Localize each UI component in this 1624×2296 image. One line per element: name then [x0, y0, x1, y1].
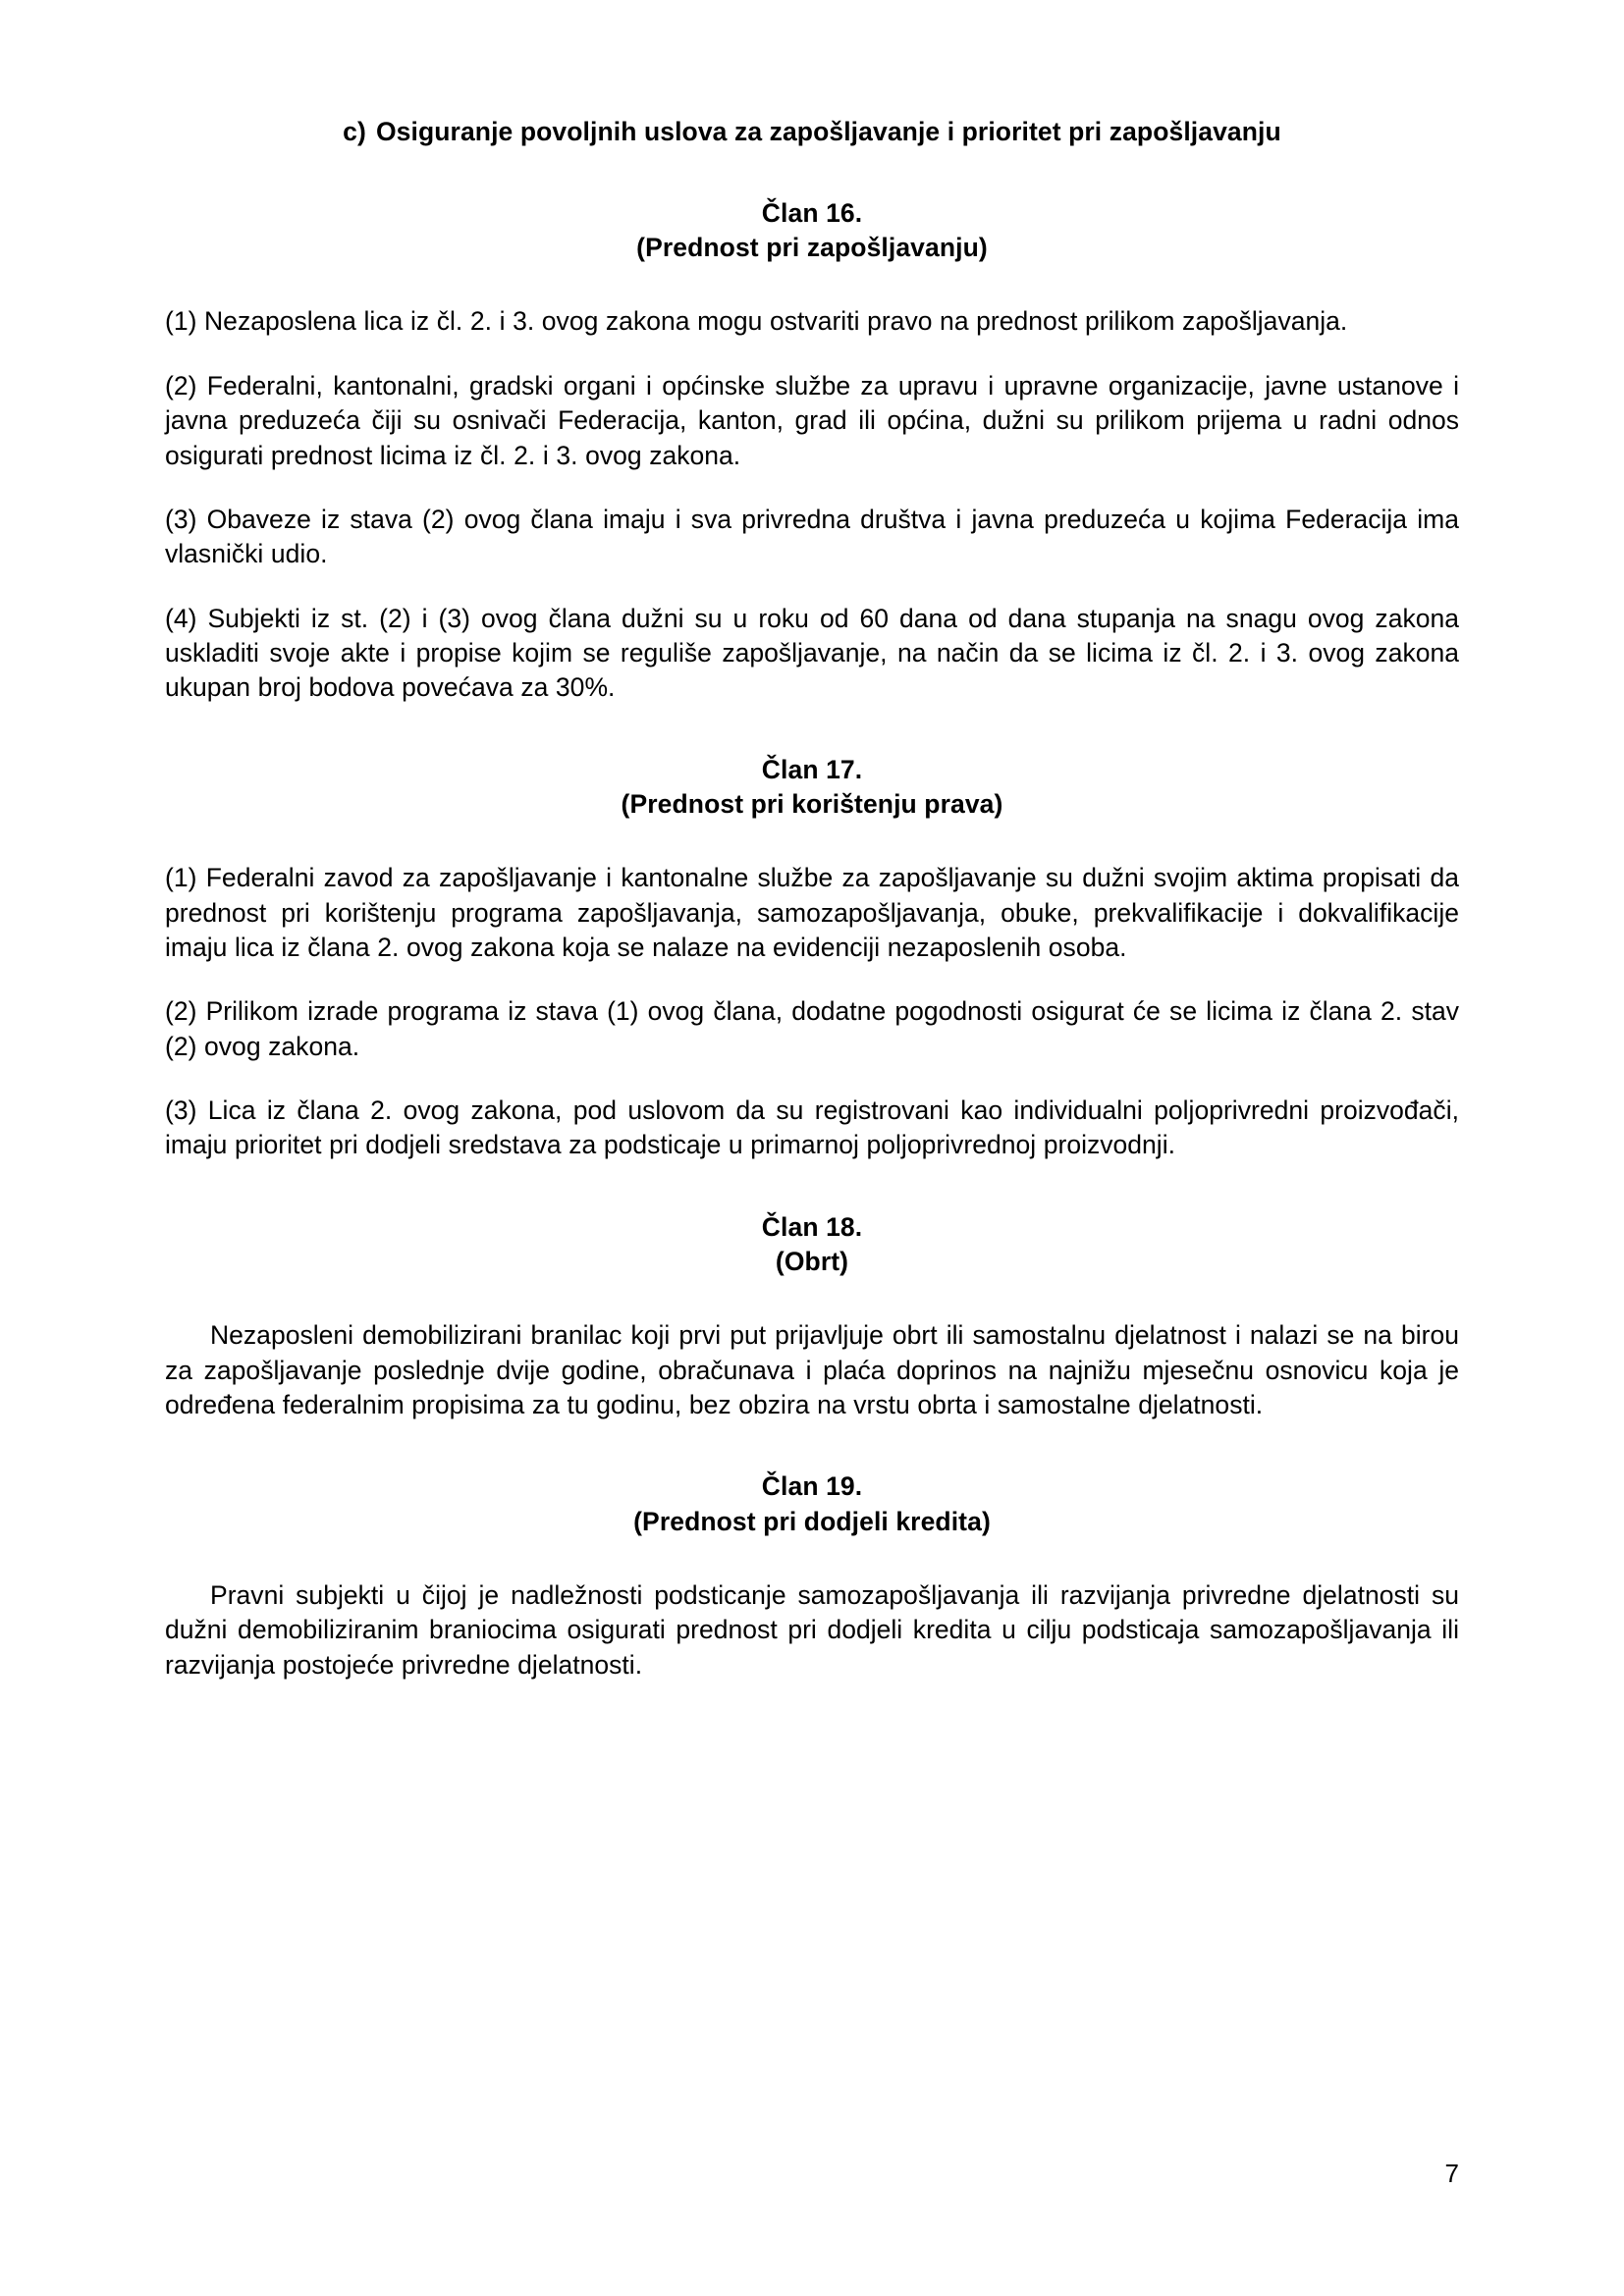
article-title: Član 17. — [761, 754, 863, 784]
article-heading-19 — [165, 1469, 1459, 1538]
paragraph: (4) Subjekti iz st. (2) i (3) ovog člana dužni su u roku od 60 dana od dana stupanja na snagu ovog zakona uskladiti svoje akte i propise kojim se reguliše zapošljavanje, na način da se licima iz čl. 2. i 3. ovog zakona ukupan broj bodova povećava za 30%. — [165, 603, 1459, 703]
paragraph: (2) Federalni, kantonalni, gradski organi i općinske službe za upravu i upravne organizacije, javne ustanove i javna preduzeća čiji su osnivači Federacija, kanton, grad ili općina, dužni su prilikom prijema u radni odnos osigurati prednost licima iz čl. 2. i 3. ovog zakona. — [165, 370, 1459, 470]
article-subtitle: (Obrt) — [775, 1247, 849, 1277]
article-title: Član 18. — [761, 1211, 863, 1242]
spacer — [165, 149, 1459, 196]
section-heading-text: Osiguranje povoljnih uslova za zapošljavanje i prioritet pri zapošljavanju — [375, 117, 1281, 146]
spacer — [165, 1539, 1459, 1578]
article-heading-18 — [165, 1210, 1459, 1279]
article-subtitle: (Prednost pri korištenju prava) — [621, 788, 1003, 819]
article-title: Član 19. — [761, 1471, 863, 1502]
spacer — [165, 265, 1459, 304]
article-subtitle: (Prednost pri zapošljavanju) — [636, 233, 988, 263]
paragraph: Pravni subjekti u čijoj je nadležnosti podsticanje samozapošljavanja ili razvijanja privredne djelatnosti su dužni demobiliziranim braniocima osigurati prednost pri dodjeli kredita u cilju podsticaja samozapošljavanja ili razvijanja postojeće privredne djelatnosti. — [165, 1579, 1459, 1680]
section-heading-marker: c) — [343, 117, 366, 146]
spacer — [165, 340, 1459, 369]
spacer — [165, 822, 1459, 861]
paragraph: Nezaposleni demobilizirani branilac koji prvi put prijavljuje obrt ili samostalnu djelatnost i nalazi se na birou za zapošljavanje poslednje dvije godine, obračunava i plaća doprinos na najnižu mjesečnu osnovicu koja je određena federalnim propisima za tu godinu, bez obzira na vrstu obrta i samostalne djelatnosti. — [165, 1320, 1459, 1420]
paragraph: (1) Nezaposlena lica iz čl. 2. i 3. ovog zakona mogu ostvariti pravo na prednost prilikom zapošljavanja. — [165, 306, 1348, 337]
page-number: 7 — [1444, 2159, 1459, 2188]
article-subtitle: (Prednost pri dodjeli kredita) — [633, 1506, 991, 1536]
spacer — [165, 473, 1459, 503]
article-heading-16 — [165, 196, 1459, 265]
paragraph: (1) Federalni zavod za zapošljavanje i kantonalne službe za zapošljavanje su dužni svojim aktima propisati da prednost pri korištenju programa zapošljavanja, samozapošljavanja, obuke, prekvalifikacije i dokvalifikacije imaju lica iz člana 2. ovog zakona koja se nalaze na evidenciji nezaposlenih osoba. — [165, 863, 1459, 962]
spacer — [165, 706, 1459, 753]
article-title: Član 16. — [761, 197, 863, 228]
article-heading-17 — [165, 753, 1459, 822]
spacer — [165, 572, 1459, 602]
paragraph: (3) Obaveze iz stava (2) ovog člana imaju i sva privredna društva i javna preduzeća u kojima Federacija ima vlasnički udio. — [165, 504, 1459, 569]
spacer — [165, 1422, 1459, 1469]
spacer — [165, 1163, 1459, 1210]
spacer — [165, 1064, 1459, 1094]
paragraph: (2) Prilikom izrade programa iz stava (1) ovog člana, dodatne pogodnosti osigurat će se licima iz člana 2. stav (2) ovog zakona. — [165, 996, 1459, 1061]
paragraph: (3) Lica iz člana 2. ovog zakona, pod uslovom da su registrovani kao individualni poljoprivredni proizvođači, imaju prioritet pri dodjeli sredstava za podsticaje u primarnoj poljoprivrednoj proizvodnji. — [165, 1095, 1459, 1160]
section-heading — [165, 116, 1459, 149]
spacer — [165, 1279, 1459, 1318]
page-content — [165, 116, 1459, 1682]
spacer — [165, 965, 1459, 994]
